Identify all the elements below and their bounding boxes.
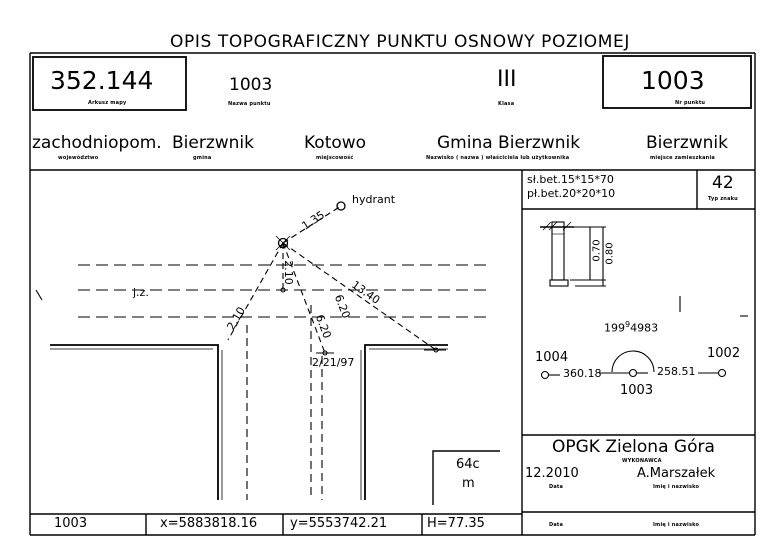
- marker-line1: sł.bet.15*15*70: [527, 173, 614, 186]
- point-number: 1003: [641, 66, 705, 95]
- footer-point: 1003: [54, 516, 88, 531]
- dist-210-left: 2.10: [224, 304, 249, 333]
- class-value: III: [497, 67, 517, 92]
- marker-line2: pł.bet.20*20*10: [527, 187, 616, 200]
- voivodeship: zachodniopom.: [32, 133, 162, 153]
- network-right-distance: 258.51: [657, 365, 696, 378]
- legend-box-top: 64c: [456, 457, 480, 472]
- point-name-label: Nazwa punktu: [228, 101, 271, 107]
- pole-label: 2/21/97: [312, 356, 355, 369]
- marker-year-base: 199: [604, 321, 625, 335]
- dist-620-b: 6.20: [312, 312, 334, 341]
- dist-210-vertical: 2.10: [281, 260, 295, 285]
- gmina: Bierzwnik: [172, 133, 255, 153]
- network-right-point: 1002: [707, 346, 741, 361]
- footer-x: x=5883818.16: [160, 516, 258, 531]
- contractor-date-label: Data: [549, 484, 564, 490]
- owner-label: Nazwisko ( nazwa ) właściciela lub użytkownika: [426, 155, 570, 161]
- locality: Kotowo: [304, 133, 367, 153]
- contractor-name: OPGK Zielona Góra: [552, 437, 715, 457]
- dim-080: 0.80: [604, 242, 616, 265]
- contractor-person-label: Imię i nazwisko: [653, 484, 700, 490]
- locality-label: miejscowość: [316, 155, 354, 161]
- footer-y: y=5553742.21: [290, 516, 388, 531]
- network-left-distance: 360.18: [563, 367, 602, 380]
- contractor-person: A.Marszałek: [637, 466, 716, 481]
- class-label: Klasa: [498, 101, 515, 107]
- dist-hydrant: 1.35: [299, 208, 328, 233]
- verify-date-label: Data: [549, 522, 564, 528]
- gmina-label: gmina: [193, 155, 212, 161]
- dim-070: 0.70: [591, 239, 603, 262]
- footer-h: H=77.35: [427, 516, 485, 531]
- residence-label: miejsce zamieszkania: [650, 155, 715, 161]
- owner: Gmina Bierzwnik: [437, 133, 581, 153]
- dist-620-a: 6.20: [331, 292, 353, 321]
- contractor-role-label: WYKONAWCA: [622, 458, 662, 464]
- residence: Bierzwnik: [646, 133, 729, 153]
- form-title: OPIS TOPOGRAFICZNY PUNKTU OSNOWY POZIOMEJ: [170, 32, 631, 52]
- dist-1340: 13.40: [349, 278, 383, 307]
- marker-number: 4983: [630, 321, 659, 335]
- point-name: 1003: [229, 75, 273, 95]
- sheet-number: 352.144: [50, 66, 154, 95]
- verify-person-label: Imię i nazwisko: [653, 522, 700, 528]
- marker-type: 42: [712, 173, 734, 193]
- sheet-label: Arkusz mapy: [88, 100, 127, 106]
- contractor-date: 12.2010: [525, 466, 579, 481]
- network-left-point: 1004: [535, 350, 569, 365]
- hydrant-label: hydrant: [352, 193, 396, 206]
- marker-year-sup: 9: [625, 320, 631, 329]
- marker-year: [604, 320, 658, 335]
- jz-label: j.z.: [133, 286, 149, 299]
- point-number-label: Nr punktu: [675, 100, 706, 106]
- marker-type-label: Typ znaku: [708, 196, 738, 202]
- legend-box-bottom: m: [462, 476, 475, 491]
- network-center-point: 1003: [620, 383, 654, 398]
- voivodeship-label: województwo: [58, 155, 99, 161]
